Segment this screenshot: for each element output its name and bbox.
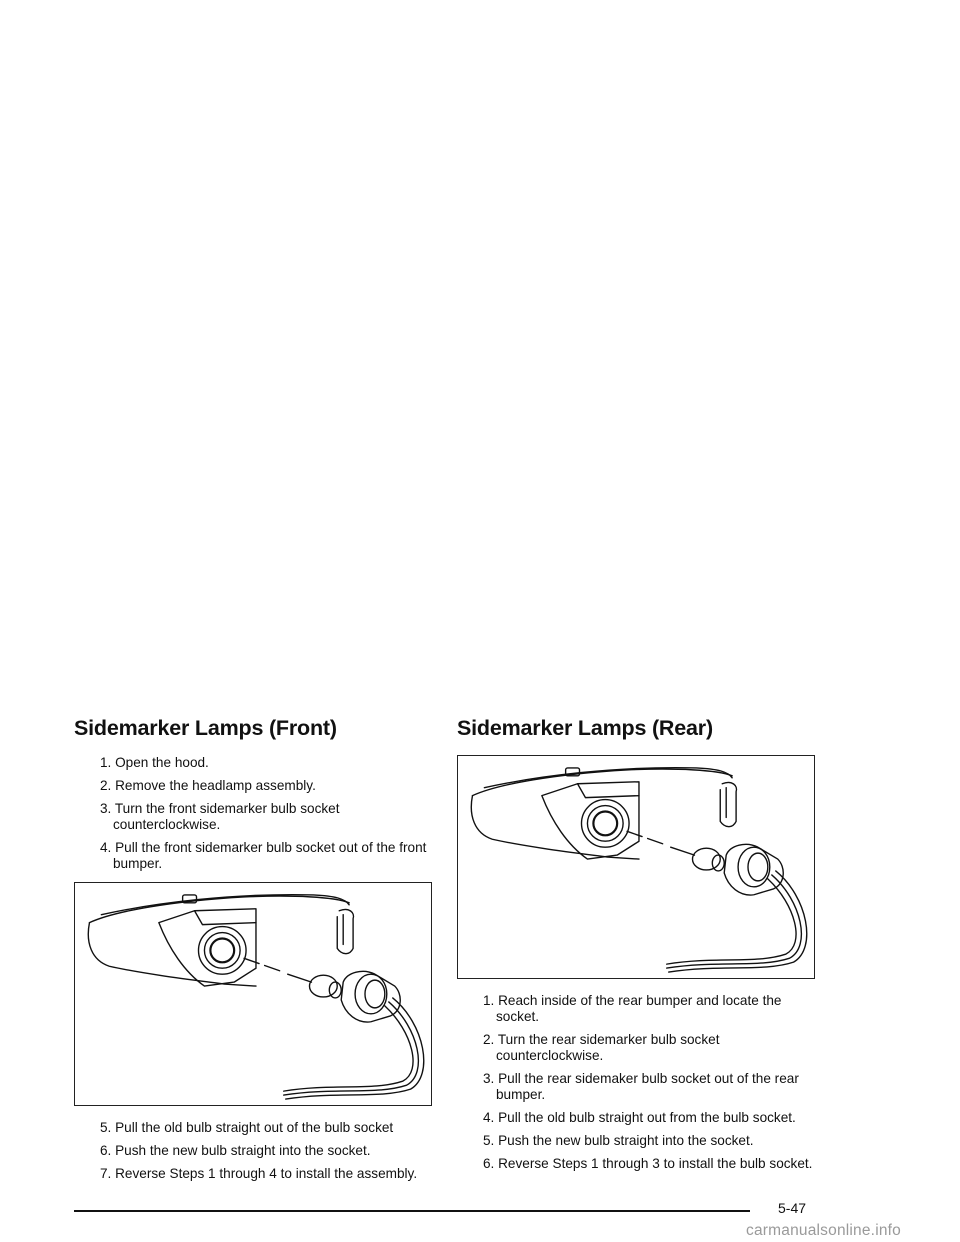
list-item: 6. Reverse Steps 1 through 3 to install the bulb socket. (483, 1156, 813, 1171)
page-number: 5-47 (778, 1200, 807, 1216)
watermark: carmanualsonline.info (746, 1222, 901, 1239)
list-item: 1. Open the hood. (100, 755, 209, 770)
rear-section (457, 716, 819, 1179)
footer-divider (74, 1210, 750, 1212)
list-item: 2. Turn the rear sidemarker bulb socket counterclockwise. (483, 1032, 720, 1063)
list-item: 2. Remove the headlamp assembly. (100, 778, 316, 793)
front-section-title: Sidemarker Lamps (Front) (74, 716, 337, 740)
list-item: 7. Reverse Steps 1 through 4 to install the assembly. (100, 1166, 418, 1181)
rear-section-title: Sidemarker Lamps (Rear) (457, 716, 713, 740)
front-sidemarker-illustration (74, 882, 432, 1106)
list-item: 3. Pull the rear sidemaker bulb socket out of the rear bumper. (483, 1071, 799, 1102)
list-item: 5. Pull the old bulb straight out of the bulb socket (100, 1120, 394, 1135)
sidemarker-lamp-drawing (458, 756, 814, 978)
list-item: 5. Push the new bulb straight into the socket. (483, 1133, 754, 1148)
list-item: 6. Push the new bulb straight into the socket. (100, 1143, 371, 1158)
rear-steps-list (457, 993, 819, 1172)
list-item: 3. Turn the front sidemarker bulb socket counterclockwise. (100, 801, 340, 832)
rear-sidemarker-illustration (457, 755, 815, 979)
front-steps-list-continued (74, 1120, 436, 1182)
list-item: 4. Pull the old bulb straight out from the bulb socket. (483, 1110, 796, 1125)
front-section (74, 716, 436, 1189)
front-steps-list (74, 755, 436, 872)
list-item: 4. Pull the front sidemarker bulb socket out of the front bumper. (100, 840, 427, 871)
sidemarker-lamp-drawing (75, 883, 431, 1105)
list-item: 1. Reach inside of the rear bumper and locate the socket. (483, 993, 782, 1024)
